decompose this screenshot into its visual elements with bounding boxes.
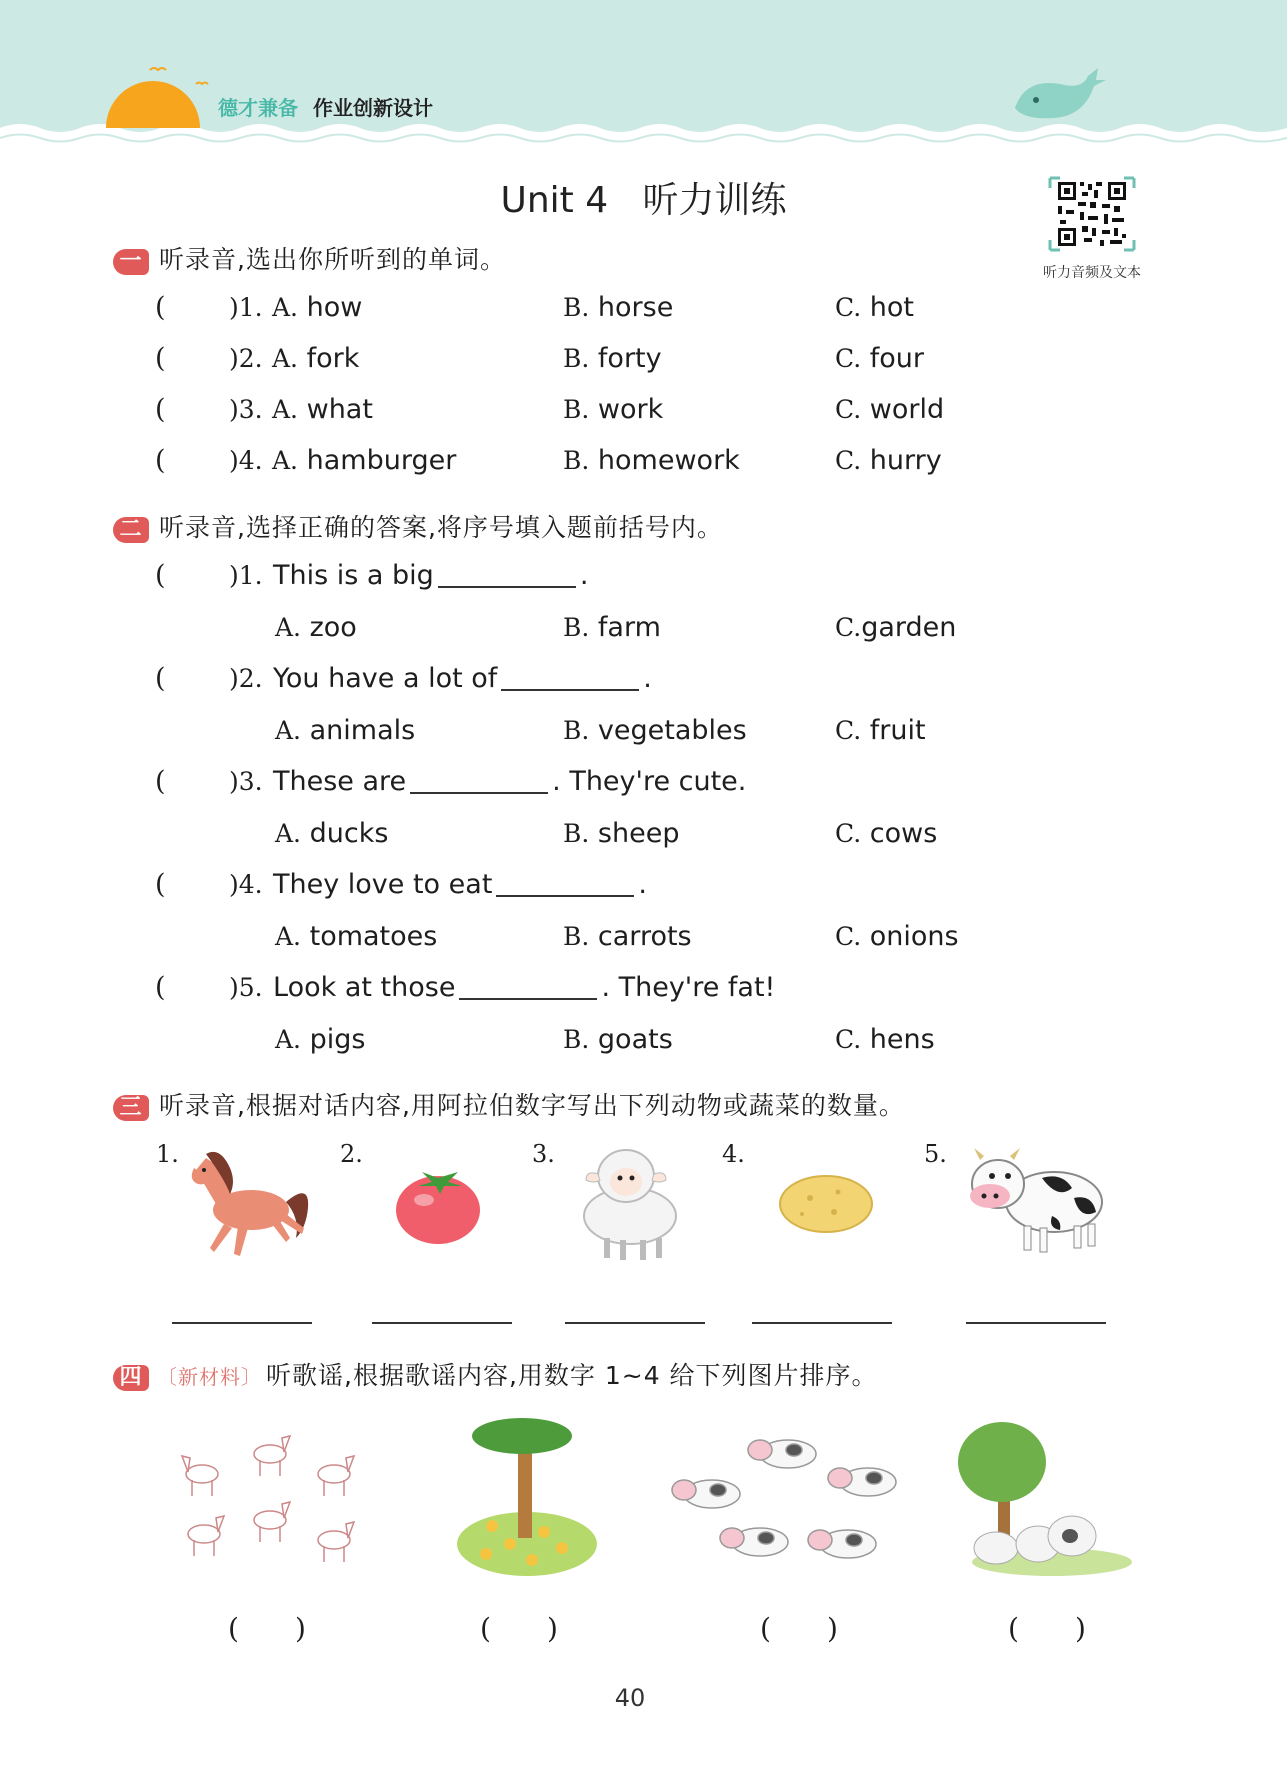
option-a: A. what bbox=[272, 394, 373, 425]
brand-subtitle: 作业创新设计 bbox=[313, 96, 433, 120]
section-4-header bbox=[113, 1356, 878, 1392]
question-number: )2. bbox=[229, 664, 263, 693]
section-1-header bbox=[113, 240, 506, 276]
option-b: B. sheep bbox=[563, 818, 680, 849]
question-row bbox=[155, 441, 1155, 481]
answer-line[interactable] bbox=[372, 1322, 512, 1324]
question-number: )5. bbox=[229, 973, 263, 1002]
section-badge: 三 bbox=[113, 1095, 149, 1121]
section-badge: 一 bbox=[113, 249, 149, 275]
whale-icon bbox=[1015, 68, 1106, 118]
answer-paren-open[interactable]: ( bbox=[155, 766, 166, 797]
option-c: C.garden bbox=[835, 612, 957, 643]
question-text: You have a lot of . bbox=[273, 659, 652, 699]
potato-picture bbox=[776, 1170, 876, 1240]
option-c: C. onions bbox=[835, 921, 959, 952]
section-3-header bbox=[113, 1086, 905, 1122]
qr-code[interactable] bbox=[1048, 176, 1136, 252]
answer-paren-open[interactable]: ( bbox=[155, 663, 166, 694]
question-row bbox=[155, 865, 1155, 905]
sheep-picture bbox=[570, 1134, 690, 1264]
option-c: C. hens bbox=[835, 1024, 935, 1055]
answer-paren-open[interactable]: ( bbox=[155, 394, 166, 425]
page-title: Unit 4 听力训练 bbox=[500, 180, 787, 221]
qr-caption: 听力音频及文本 bbox=[1043, 265, 1141, 281]
question-number: )1. bbox=[229, 293, 263, 322]
option-c: C. world bbox=[835, 394, 945, 425]
question-number: )2. bbox=[229, 344, 263, 373]
item-number: 1. bbox=[156, 1140, 179, 1168]
question-row bbox=[155, 659, 1155, 699]
answer-line[interactable] bbox=[172, 1322, 312, 1324]
option-a: A. how bbox=[272, 292, 363, 323]
section-instruction: 听歌谣,根据歌谣内容,用数字 1~4 给下列图片排序。 bbox=[266, 1361, 878, 1390]
section-badge: 二 bbox=[113, 517, 149, 543]
option-c: C. fruit bbox=[835, 715, 926, 746]
section-instruction: 听录音,选择正确的答案,将序号填入题前括号内。 bbox=[159, 513, 723, 542]
horse-picture bbox=[176, 1140, 316, 1270]
item-number: 2. bbox=[340, 1140, 363, 1168]
page-number: 40 bbox=[614, 1684, 646, 1712]
question-number: )4. bbox=[229, 870, 263, 899]
option-a: A. pigs bbox=[275, 1024, 366, 1055]
options-row bbox=[155, 814, 1155, 854]
options-row bbox=[155, 711, 1155, 751]
option-b: B. vegetables bbox=[563, 715, 747, 746]
answer-paren-open[interactable]: ( bbox=[155, 972, 166, 1003]
tomato-picture bbox=[388, 1160, 488, 1250]
option-b: B. farm bbox=[563, 612, 661, 643]
question-row bbox=[155, 288, 1155, 328]
option-c: C. four bbox=[835, 343, 925, 374]
answer-blank[interactable] bbox=[501, 659, 639, 691]
option-a: A. hamburger bbox=[272, 445, 457, 476]
question-row bbox=[155, 968, 1155, 1008]
header-decoration bbox=[0, 0, 1287, 160]
option-b: B. forty bbox=[563, 343, 662, 374]
question-text: Look at those . They're fat! bbox=[273, 968, 775, 1008]
option-a: A. ducks bbox=[275, 818, 389, 849]
option-a: A. animals bbox=[275, 715, 416, 746]
item-number: 4. bbox=[722, 1140, 745, 1168]
item-number: 5. bbox=[924, 1140, 947, 1168]
option-a: A. tomatoes bbox=[275, 921, 438, 952]
section-instruction: 听录音,根据对话内容,用阿拉伯数字写出下列动物或蔬菜的数量。 bbox=[159, 1091, 905, 1120]
answer-line[interactable] bbox=[752, 1322, 892, 1324]
answer-blank[interactable] bbox=[459, 968, 597, 1000]
answer-paren-open[interactable]: ( bbox=[155, 292, 166, 323]
answer-paren-open[interactable]: ( bbox=[155, 869, 166, 900]
question-text: These are . They're cute. bbox=[273, 762, 746, 802]
item-number: 3. bbox=[532, 1140, 555, 1168]
answer-line[interactable] bbox=[565, 1322, 705, 1324]
answer-blank[interactable] bbox=[410, 762, 548, 794]
options-row bbox=[155, 1020, 1155, 1060]
options-row bbox=[155, 917, 1155, 957]
question-number: )3. bbox=[229, 395, 263, 424]
question-row bbox=[155, 390, 1155, 430]
question-number: )4. bbox=[229, 446, 263, 475]
option-a: A. fork bbox=[272, 343, 360, 374]
option-b: B. work bbox=[563, 394, 664, 425]
option-b: B. goats bbox=[563, 1024, 673, 1055]
tree-sheep-picture bbox=[952, 1420, 1132, 1580]
section-2-header bbox=[113, 508, 723, 544]
question-row bbox=[155, 339, 1155, 379]
question-number: )3. bbox=[229, 767, 263, 796]
option-b: B. carrots bbox=[563, 921, 692, 952]
section-instruction: 听录音,选出你所听到的单词。 bbox=[159, 245, 506, 274]
question-text: They love to eat . bbox=[273, 865, 647, 905]
rank-paren[interactable]: ( ) bbox=[1008, 1612, 1086, 1645]
answer-blank[interactable] bbox=[496, 865, 634, 897]
question-text: This is a big . bbox=[273, 556, 588, 596]
horses-picture bbox=[174, 1430, 374, 1580]
answer-paren-open[interactable]: ( bbox=[155, 343, 166, 374]
cows-picture bbox=[668, 1424, 908, 1574]
tree-chicks-picture bbox=[452, 1414, 602, 1584]
question-number: )1. bbox=[229, 561, 263, 590]
question-row bbox=[155, 556, 1155, 596]
rank-paren[interactable]: ( ) bbox=[760, 1612, 838, 1645]
answer-line[interactable] bbox=[966, 1322, 1106, 1324]
option-a: A. zoo bbox=[275, 612, 357, 643]
answer-paren-open[interactable]: ( bbox=[155, 445, 166, 476]
answer-blank[interactable] bbox=[438, 556, 576, 588]
sun-icon bbox=[106, 81, 200, 128]
question-row bbox=[155, 762, 1155, 802]
new-material-tag: 〔新材料〕 bbox=[157, 1365, 262, 1389]
option-c: C. cows bbox=[835, 818, 938, 849]
option-c: C. hurry bbox=[835, 445, 942, 476]
brand-colored: 德才兼备 bbox=[218, 96, 298, 120]
rank-paren[interactable]: ( ) bbox=[480, 1612, 558, 1645]
option-b: B. horse bbox=[563, 292, 674, 323]
section-badge: 四 bbox=[113, 1365, 149, 1391]
cow-picture bbox=[962, 1138, 1112, 1260]
option-c: C. hot bbox=[835, 292, 914, 323]
options-row bbox=[155, 608, 1155, 648]
rank-paren[interactable]: ( ) bbox=[228, 1612, 306, 1645]
answer-paren-open[interactable]: ( bbox=[155, 560, 166, 591]
option-b: B. homework bbox=[563, 445, 740, 476]
